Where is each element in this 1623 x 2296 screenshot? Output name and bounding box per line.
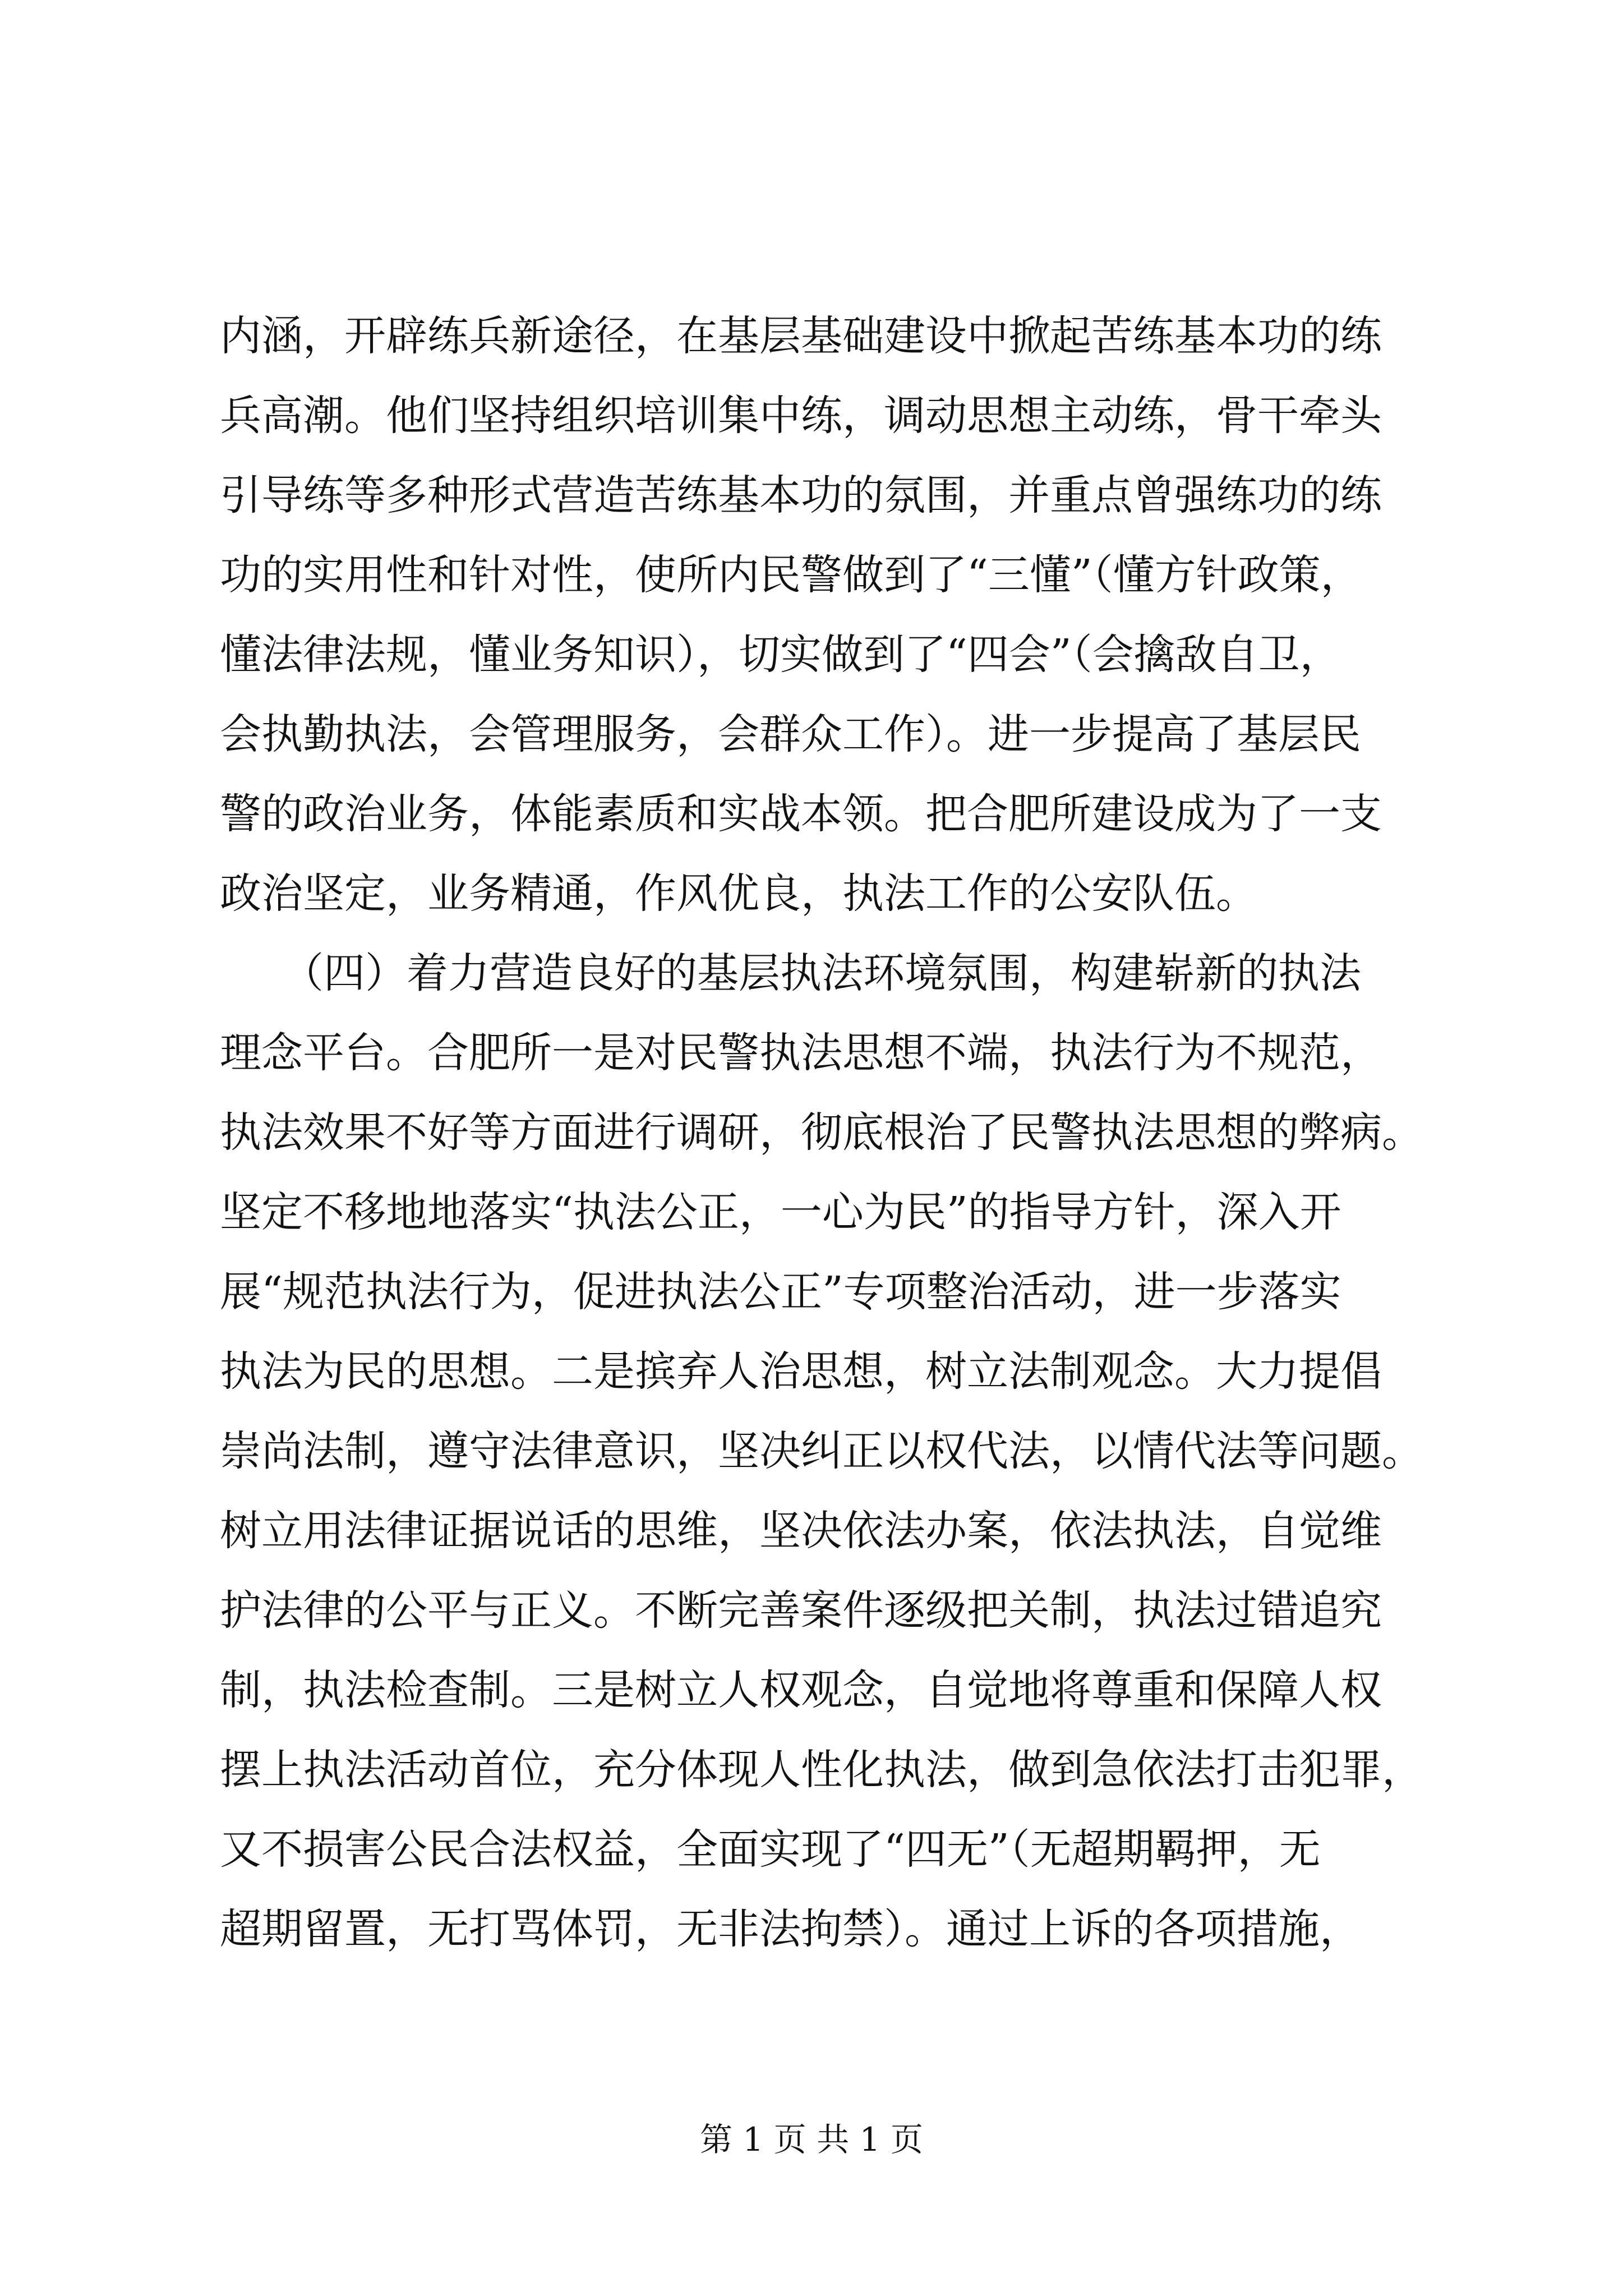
text-line: 会执勤执法，会管理服务，会群众工作）。进一步提高了基层民 — [220, 710, 1361, 758]
text-line: 内涵，开辟练兵新途径，在基层基础建设中掀起苦练基本功的练 — [220, 312, 1382, 360]
text-line: 摆上执法活动首位，充分体现人性化执法，做到急依法打击犯罪， — [220, 1746, 1423, 1794]
text-line: 展“规范执法行为，促进执法公正”专项整治活动，进一步落实 — [220, 1268, 1341, 1316]
page-footer — [0, 2117, 1623, 2162]
text-line: 理念平台。合肥所一是对民警执法思想不端，执法行为不规范， — [220, 1029, 1382, 1077]
text-line: 坚定不移地地落实“执法公正，一心为民”的指导方针，深入开 — [220, 1188, 1341, 1236]
text-line: 执法为民的思想。二是摈弃人治思想，树立法制观念。大力提倡 — [220, 1347, 1382, 1396]
text-line: 树立用法律证据说话的思维，坚决依法办案，依法执法，自觉维 — [220, 1507, 1382, 1555]
text-line: （四）着力营造良好的基层执法环境氛围，构建崭新的执法 — [220, 949, 1361, 997]
text-line: 超期留置，无打骂体罚，无非法拘禁）。通过上诉的各项措施， — [220, 1905, 1361, 1953]
text-line: 护法律的公平与正义。不断完善案件逐级把关制，执法过错追究 — [220, 1586, 1382, 1635]
text-line: 又不损害公民合法权益，全面实现了“四无”（无超期羁押，无 — [220, 1825, 1321, 1874]
text-line: 政治坚定，业务精通，作风优良，执法工作的公安队伍。 — [220, 869, 1257, 918]
text-line: 功的实用性和针对性，使所内民警做到了“三懂”（懂方针政策， — [220, 551, 1362, 599]
text-line: 兵高潮。他们坚持组织培训集中练，调动思想主动练，骨干牵头 — [220, 392, 1382, 440]
text-line: 引导练等多种形式营造苦练基本功的氛围，并重点曾强练功的练 — [220, 471, 1382, 519]
text-line: 制，执法检查制。三是树立人权观念，自觉地将尊重和保障人权 — [220, 1666, 1382, 1714]
page-number-label: 第 1 页 共 1 页 — [700, 2120, 923, 2159]
text-line: 崇尚法制，遵守法律意识，坚决纠正以权代法，以情代法等问题。 — [220, 1427, 1423, 1475]
text-line: 警的政治业务，体能素质和实战本领。把合肥所建设成为了一支 — [220, 790, 1382, 838]
text-line: 懂法律法规，懂业务知识），切实做到了“四会”（会擒敌自卫， — [220, 631, 1341, 679]
body-text — [220, 296, 1426, 1969]
text-line: 执法效果不好等方面进行调研，彻底根治了民警执法思想的弊病。 — [220, 1108, 1423, 1157]
